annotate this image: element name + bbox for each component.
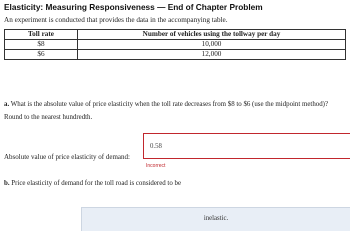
data-table <box>4 29 346 60</box>
column-header-vehicles: Number of vehicles using the tollway per day <box>78 30 346 40</box>
page-title: Elasticity: Measuring Responsiveness — End of Chapter Problem <box>4 2 263 12</box>
table-cell: 10,000 <box>78 40 346 50</box>
table-row <box>5 50 346 60</box>
question-b <box>4 180 181 187</box>
table-cell: $6 <box>5 50 78 60</box>
answer-input[interactable] <box>143 133 350 159</box>
table-cell: 12,000 <box>78 50 346 60</box>
question-b-text: Price elasticity of demand for the toll road is considered to be <box>11 180 182 187</box>
question-a <box>4 98 346 124</box>
question-b-label: b. <box>4 180 10 187</box>
question-a-prompt <box>4 98 346 111</box>
table-cell: $8 <box>5 40 78 50</box>
table-header-row <box>5 30 346 40</box>
question-a-label: a. <box>4 101 10 108</box>
question-a-instruction: Round to the nearest hundredth. <box>4 114 93 121</box>
dropdown-selected-value: inelastic. <box>203 215 229 222</box>
column-header-toll-rate: Toll rate <box>5 30 78 40</box>
answer-label: Absolute value of price elasticity of demand: <box>4 153 130 161</box>
table-row <box>5 40 346 50</box>
answer-value: 0.58 <box>150 143 162 150</box>
question-a-text: What is the absolute value of price elasticity when the toll rate decreases from $8 to $6 (use the midpoint method)? <box>10 101 329 108</box>
incorrect-feedback: Incorrect <box>146 163 166 169</box>
elasticity-dropdown[interactable] <box>81 207 350 231</box>
intro-text: An experiment is conducted that provides the data in the accompanying table. <box>4 16 228 24</box>
